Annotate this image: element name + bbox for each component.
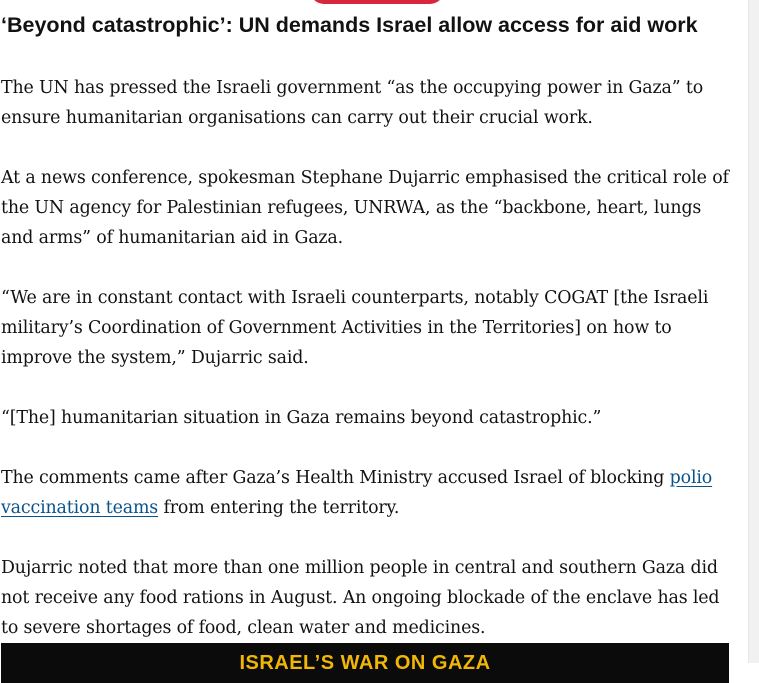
paragraph-news-conference: At a news conference, spokesman Stephane Dujarric emphasised the critical role of the UN agency for Palestinian refugees, UNRWA, as the “backbone, heart, lungs and arms” of humanitarian aid in Gaza.	[1, 168, 729, 248]
paragraph-health-ministry-before: The comments came after Gaza’s Health Ministry accused Israel of blocking	[1, 468, 670, 488]
banner-title: ISRAEL’S WAR ON GAZA	[239, 652, 491, 674]
paragraph-un-pressed: The UN has pressed the Israeli government “as the occupying power in Gaza” to ensure humanitarian organisations can carry out their crucial work.	[1, 78, 704, 128]
top-pill-button[interactable]	[310, 0, 444, 4]
page-scrollbar[interactable]	[748, 0, 759, 663]
paragraph-health-ministry	[1, 463, 735, 523]
paragraph-quote-catastrophic: “[The] humanitarian situation in Gaza remains beyond catastrophic.”	[1, 408, 602, 428]
war-on-gaza-banner[interactable]	[1, 643, 729, 683]
article-headline: ‘Beyond catastrophic’: UN demands Israel allow access for aid work	[1, 13, 698, 37]
paragraph-food-rations: Dujarric noted that more than one million people in central and southern Gaza did not receive any food rations in August. An ongoing blockade of the enclave has led to severe shortages of food, clean water and medicines.	[1, 558, 720, 638]
polio-vaccination-link[interactable]: polio vaccination teams	[1, 468, 713, 518]
paragraph-health-ministry-after: from entering the territory.	[158, 498, 400, 518]
paragraph-quote-contact: “We are in constant contact with Israeli counterparts, notably COGAT [the Israeli military’s Coordination of Government Activities in the Territories] on how to improve the system,” Dujarric said.	[1, 288, 709, 368]
